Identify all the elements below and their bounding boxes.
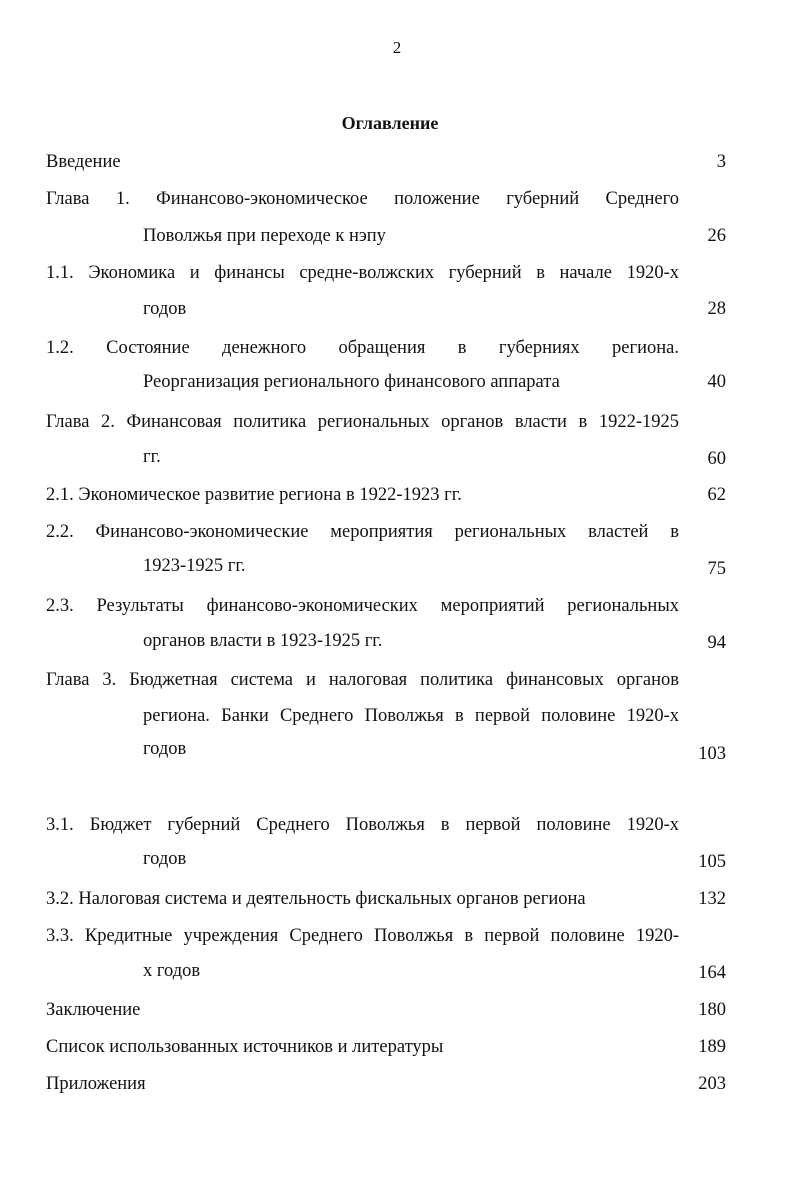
toc-entry-text: х годов: [143, 961, 201, 981]
toc-entry-text: 1923-1925 гг.: [143, 556, 246, 576]
toc-entry-text: 2.1. Экономическое развитие региона в 1922-1923 гг.: [46, 485, 462, 505]
toc-entry-page: 103: [698, 744, 726, 764]
toc-entry-page: 105: [698, 852, 726, 872]
toc-entry-text: Поволжья при переходе к нэпу: [143, 226, 386, 246]
toc-entry-page: 189: [698, 1037, 726, 1057]
toc-entry-page: 203: [698, 1074, 726, 1094]
toc-entry-page: 60: [707, 449, 726, 469]
toc-entry-text: годов: [143, 299, 187, 319]
toc-entry-text: 1.1. Экономика и финансы средне-волжских губерний в начале 1920-х: [46, 263, 679, 283]
toc-entry-text: Реорганизация регионального финансового аппарата: [143, 372, 560, 392]
toc-entry-text: Введение: [46, 152, 121, 172]
toc-entry-text: 3.3. Кредитные учреждения Среднего Поволжья в первой половине 1920-: [46, 926, 679, 946]
toc-entry-text: гг.: [143, 447, 161, 467]
toc-entry-page: 62: [707, 485, 726, 505]
toc-entry-text: Глава 2. Финансовая политика региональных органов власти в 1922-1925: [46, 412, 679, 432]
toc-entry-text: Заключение: [46, 1000, 141, 1020]
toc-entry-text: 3.1. Бюджет губерний Среднего Поволжья в первой половине 1920-х: [46, 815, 679, 835]
page-number: 2: [392, 38, 402, 57]
toc-entry-page: 3: [716, 152, 726, 172]
toc-entry-page: 132: [698, 889, 726, 909]
toc-entry-text: 1.2. Состояние денежного обращения в губерниях региона.: [46, 338, 679, 358]
toc-entry-page: 94: [707, 633, 726, 653]
toc-entry-page: 180: [698, 1000, 726, 1020]
toc-entry-page: 28: [707, 299, 726, 319]
toc-entry-text: Глава 3. Бюджетная система и налоговая политика финансовых органов: [46, 670, 679, 690]
toc-title: Оглавление: [341, 113, 439, 133]
toc-entry-text: 2.3. Результаты финансово-экономических мероприятий региональных: [46, 596, 679, 616]
toc-entry-page: 40: [707, 372, 726, 392]
toc-entry-page: 75: [707, 559, 726, 579]
toc-entry-text: Глава 1. Финансово-экономическое положение губерний Среднего: [46, 189, 679, 209]
toc-entry-text: годов: [143, 739, 187, 759]
toc-entry-page: 164: [698, 963, 726, 983]
toc-entry-text: Список использованных источников и литературы: [46, 1037, 444, 1057]
toc-entry-page: 26: [707, 226, 726, 246]
toc-entry-text: 2.2. Финансово-экономические мероприятия региональных властей в: [46, 522, 679, 542]
toc-entry-text: органов власти в 1923-1925 гг.: [143, 631, 383, 651]
toc-entry-text: годов: [143, 849, 187, 869]
toc-entry-text: региона. Банки Среднего Поволжья в первой половине 1920-х: [143, 706, 679, 726]
toc-entry-text: 3.2. Налоговая система и деятельность фискальных органов региона: [46, 889, 586, 909]
toc-entry-text: Приложения: [46, 1074, 146, 1094]
